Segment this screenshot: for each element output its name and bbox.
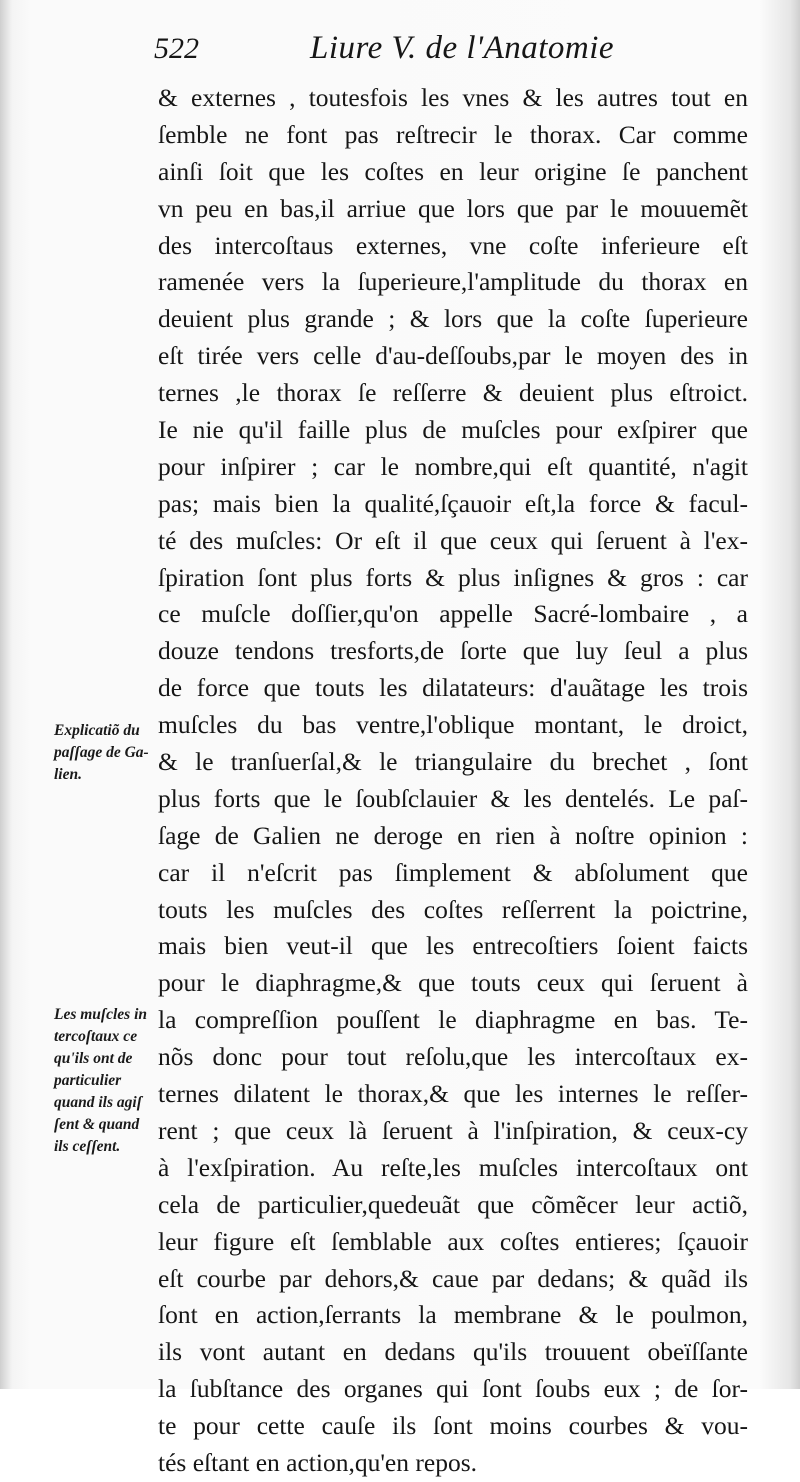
text-line: muſcles du bas ventre,l'oblique montant, le droict, [158, 710, 748, 740]
margin-note-line: Les muſcles in [54, 1006, 147, 1023]
text-line: leur figure eſt ſemblable aux coſtes entieres; ſçauoir [158, 1226, 748, 1256]
text-line: ramenée vers la ſuperieure,l'amplitude du thorax en [158, 267, 748, 297]
text-line: à l'exſpiration. Au reſte,les muſcles intercoſtaux ont [158, 1152, 748, 1182]
text-line: des intercoſtaus externes, vne coſte inferieure eſt [158, 230, 748, 260]
text-line: te pour cette cauſe ils ſont moins courbes & vou- [158, 1411, 748, 1441]
margin-note-line: ſent & quand [54, 1116, 140, 1133]
text-line: car il n'eſcrit pas ſimplement & abſolument que [158, 857, 748, 887]
text-line: ternes dilatent le thorax,& que les internes le reſſer- [158, 1079, 748, 1109]
margin-note-line: lien. [54, 766, 82, 783]
text-line: cela de particulier,quedeuãt que cõmẽcer leur actiõ, [158, 1189, 748, 1219]
text-line: Ie nie qu'il faille plus de muſcles pour exſpirer que [158, 415, 748, 445]
text-line: eſt tirée vers celle d'au-deſſoubs,par le moyen des in [158, 341, 748, 371]
text-line: plus forts que le ſoubſclauier & les dentelés. Le paſ- [158, 783, 748, 813]
text-line: & le tranſuerſal,& le triangulaire du brechet , ſont [158, 747, 748, 777]
body-text [158, 80, 748, 1482]
text-line: ſpiration ſont plus forts & plus inſignes & gros : car [158, 562, 748, 592]
text-line: eſt courbe par dehors,& caue par dedans; & quãd ils [158, 1263, 748, 1293]
text-line: ainſi ſoit que les coſtes en leur origine ſe panchent [158, 156, 748, 186]
text-line: ſage de Galien ne deroge en rien à noſtre opinion : [158, 820, 748, 850]
margin-note-line: qu'ils ont de [54, 1050, 133, 1067]
margin-note-line: tercoſtaux ce [54, 1028, 138, 1045]
text-line: de force que touts les dilatateurs: d'auãtage les trois [158, 673, 748, 703]
margin-note-galien [54, 720, 149, 786]
running-head: Liure V. de l'Anatomie [310, 30, 615, 66]
text-line: douze tendons tresforts,de ſorte que luy ſeul a plus [158, 636, 748, 666]
text-line: pour le diaphragme,& que touts ceux qui ſeruent à [158, 968, 748, 998]
text-line: rent ; que ceux là ſeruent à l'inſpiration, & ceux-cy [158, 1115, 748, 1145]
text-line: touts les muſcles des coſtes reſſerrent la poictrine, [158, 894, 748, 924]
text-line: la compreſſion pouſſent le diaphragme en bas. Te- [158, 1005, 748, 1035]
text-line: ce muſcle doſſier,qu'on appelle Sacré-lombaire , a [158, 599, 748, 629]
text-line: nõs donc pour tout reſolu,que les intercoſtaux ex- [158, 1042, 748, 1072]
margin-note-line: paſſage de Ga- [54, 744, 149, 761]
text-line: pour inſpirer ; car le nombre,qui eſt quantité, n'agit [158, 451, 748, 481]
text-line: té des muſcles: Or eſt il que ceux qui ſeruent à l'ex- [158, 525, 748, 555]
text-line: pas; mais bien la qualité,ſçauoir eſt,la force & facul- [158, 488, 748, 518]
margin-note-line: Explicatiõ du [54, 722, 140, 739]
text-line: & externes , toutesfois les vnes & les autres tout en [158, 83, 748, 112]
text-line: ils vont autant en dedans qu'ils trouuent obeïſſante [158, 1337, 748, 1367]
text-line: deuient plus grande ; & lors que la coſte ſuperieure [158, 304, 748, 334]
text-line: tés eſtant en action,qu'en repos. [158, 1447, 477, 1477]
text-line: ſont en action,ſerrants la membrane & le poulmon, [158, 1300, 748, 1330]
margin-note-line: particulier [54, 1072, 122, 1089]
text-line: la ſubſtance des organes qui ſont ſoubs eux ; de ſor- [158, 1374, 748, 1404]
margin-note-line: ils ceſſent. [54, 1138, 121, 1155]
margin-note-intercostaux [54, 1004, 147, 1158]
text-line: mais bien veut-il que les entrecoſtiers ſoient faicts [158, 931, 748, 961]
page-header [148, 30, 748, 76]
text-line: ternes ,le thorax ſe reſſerre & deuient plus eſtroict. [158, 378, 748, 408]
margin-note-line: quand ils agiſ [54, 1094, 142, 1111]
text-line: vn peu en bas,il arriue que lors que par le mouuemẽt [158, 193, 748, 223]
page-number: 522 [154, 32, 199, 65]
text-line: ſemble ne font pas reſtrecir le thorax. Car comme [158, 119, 748, 149]
